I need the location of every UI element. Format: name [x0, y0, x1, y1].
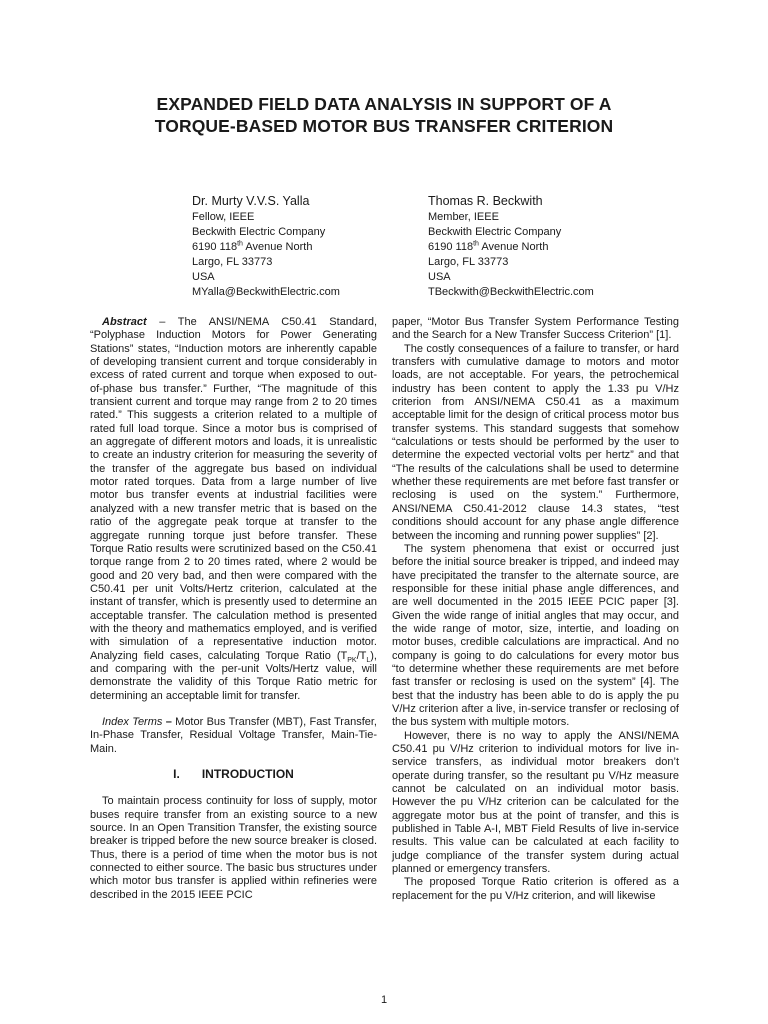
abstract-label: Abstract [102, 316, 147, 328]
right-column [392, 316, 679, 903]
author-country: USA [428, 271, 451, 283]
author-email: TBeckwith@BeckwithElectric.com [428, 286, 594, 298]
author-role: Fellow, IEEE [192, 211, 255, 223]
author-address: 6190 118th Avenue North [428, 240, 549, 253]
author-country: USA [192, 271, 215, 283]
author-name: Dr. Murty V.V.S. Yalla [192, 194, 310, 208]
author-city: Largo, FL 33773 [428, 256, 509, 268]
body-paragraph: paper, “Motor Bus Transfer System Performance Testing and the Search for a New Transfer Success Criterion” [1]. [392, 316, 679, 342]
body-paragraph: However, there is no way to apply the ANSI/NEMA C50.41 pu V/Hz criterion to individual motors for live in-service transfers, as individual motor breakers don’t operate during transfer, so the resultant pu V/Hz measure cannot be calculated on an individual motor basis. However the pu V/Hz criterion can be calculated for the aggregate motor bus at the point of transfer, and this is published in Table A-I, MBT Field Results of live in-service results. This value can be calculated at each facility to judge compliance of the transfer system during actual planned or emergency transfers. [392, 729, 679, 876]
body-paragraph: The system phenomena that exist or occurred just before the initial source breaker is tripped, and indeed may have precipitated the transfer to the alternate source, are responsible for these initial phase angle differences, and are well documented in the 2015 IEEE PCIC paper [3]. Given the wide range of initial angles that may occur, and the wide range of motor, size, intertie, and loading on motor buses, credible calculations are impractical. And no company is going to do calculations for every motor bus “to determine whether these requirements are met before fast transfer or reclosing is used on the system” [4]. The best that the industry has been able to do is apply the pu V/Hz criterion after a live, in-service transfer or reclosing of the bus system with multiple motors. [392, 542, 679, 729]
intro-paragraph: To maintain process continuity for loss of supply, motor buses require transfer from an existing source to a new source. In an Open Transition Transfer, the existing source breaker is tripped before the new source breaker is closed. Thus, there is a period of time when the motor bus is not connected to either source. The basic bus structures under which motor bus transfer is applied within refineries were described in the 2015 IEEE PCIC [90, 795, 377, 901]
page-number: 1 [380, 994, 388, 1006]
section-heading-introduction: I. INTRODUCTION [173, 767, 294, 781]
author-company: Beckwith Electric Company [192, 226, 326, 238]
author-address: 6190 118th Avenue North [192, 240, 313, 253]
body-paragraph: The costly consequences of a failure to transfer, or hard transfers with cumulative damage to motors and motor loads, are not acceptable. For years, the petrochemical industry has been content to apply the 1.33 pu V/Hz criterion from ANSI/NEMA C50.41 as a maximum acceptable limit for the design of critical process motor bus transfer systems. This standard suggests that somehow “calculations or tests should be performed by the user to determine the expected vectorial volts per hertz” and that “The results of the calculations shall be used to determine whether these requirements are met before fast transfer or reclosing is used on the system.” Furthermore, ANSI/NEMA C50.41-2012 clause 14.3 states, “test conditions should account for any phase angle difference between the incoming and running power supplies” [2]. [392, 342, 679, 542]
body-paragraph: The proposed Torque Ratio criterion is offered as a replacement for the pu V/Hz criterion, and will likewise [392, 876, 679, 902]
abstract-paragraph: Abstract – The ANSI/NEMA C50.41 Standard, “Polyphase Induction Motors for Power Generating Stations” states, “Induction motors are inherently capable of developing transient current and torque considerably in excess of rated current and torque when exposed to out-of-phase bus transfer.” Further, “The magnitude of this transient current and torque may range from 2 to 20 times rated.” This suggests a criterion related to a multiple of rated full load torque. Since a motor bus is comprised of an aggregate of different motors and loads, it is unrealistic to create an industry criterion for measuring the severity of the transfer of the aggregate bus based on individual motor rated torques. Data from a large number of live motor bus transfer events at industrial facilities were analyzed with a new transfer metric that is based on the ratio of the aggregate peak torque at transfer to the aggregate running torque just before transfer. These Torque Ratio results were scrutinized based on the C50.41 torque range from 2 to 20 times rated, where 2 would be good and 20 very bad, and then were compared with the C50.41 per unit Volts/Hertz criterion, calculated at the instant of transfer, which is presently used to determine an acceptable transfer. The calculation method is presented with the theory and mathematics employed, and is verified with simulation of a representative induction motor. Analyzing field cases, calculating Torque Ratio $(T_{PK}/T_L)$, and comparing with the per-unit Volts/Hertz value, will demonstrate the validity of this Torque Ratio metric for determining an acceptable limit for transfer. [90, 316, 378, 702]
author-role: Member, IEEE [428, 211, 499, 223]
author-company: Beckwith Electric Company [428, 226, 562, 238]
title-line-1: EXPANDED FIELD DATA ANALYSIS IN SUPPORT OF A [156, 94, 612, 114]
author-name: Thomas R. Beckwith [428, 194, 543, 208]
left-column [90, 316, 377, 902]
author-block-2 [428, 193, 594, 300]
title-line-2: TORQUE-BASED MOTOR BUS TRANSFER CRITERION [154, 116, 614, 136]
index-terms-label: Index Terms [102, 715, 163, 728]
author-block-1 [192, 193, 340, 300]
index-terms-paragraph: Index Terms – Motor Bus Transfer (MBT), Fast Transfer, In-Phase Transfer, Residual Voltage Transfer, Main-Tie-Main. [90, 715, 377, 755]
paper-title [0, 93, 768, 137]
author-city: Largo, FL 33773 [192, 256, 273, 268]
author-email: MYalla@BeckwithElectric.com [192, 286, 340, 298]
